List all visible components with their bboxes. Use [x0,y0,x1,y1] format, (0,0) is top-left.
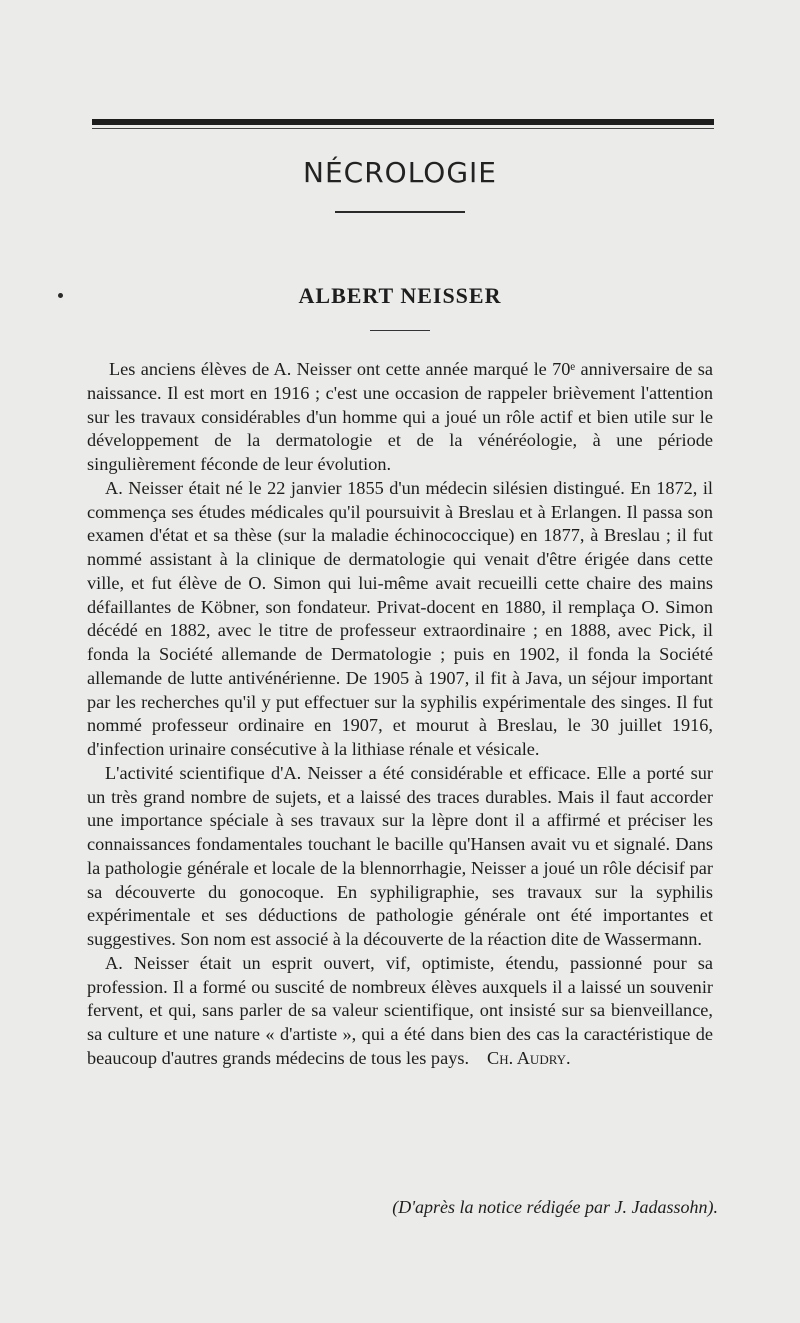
source-note: (D'après la notice rédigée par J. Jadassohn). [392,1197,718,1217]
author-signature: Ch. Audry. [487,1047,571,1068]
article-title: ALBERT NEISSER [298,283,502,308]
article-body [87,358,713,1071]
header-thick-rule [92,119,714,125]
paragraph-3: L'activité scientifique d'A. Neisser a été considérable et efficace. Elle a porté sur un très grand nombre de sujets, et a laissé des traces durables. Mais il faut accorder une importance spéciale à ses travaux sur la lèpre dont il a affirmé et préciser les connaissances fondamentales touchant le bacille qu'Hansen avait vu et signalé. Dans la pathologie générale et locale de la blennorrhagie, Neisser a joué un rôle décisif par sa découverte du gonocoque. En syphiligraphie, ses travaux sur la syphilis expérimentale et ses déductions de pathologie générale ont été importantes et suggestives. Son nom est associé à la découverte de la réaction dite de Wassermann. [87,762,713,949]
paragraph-1: Les anciens élèves de A. Neisser ont cette année marqué le 70ᵉ anniversaire de sa naissance. Il est mort en 1916 ; c'est une occasion de rappeler brièvement l'attention sur les travaux considérables d'un homme qui a joué un rôle actif et bien utile sur le développement de la dermatologie et de la vénéréologie, à une période singulièrement féconde de leur évolution. [87,359,713,474]
article-title-rule [370,330,430,331]
paragraph-4-text: A. Neisser était un esprit ouvert, vif, optimiste, étendu, passionné pour sa profession. Il a formé ou suscité de nombreux élèves auxquels il a laissé un souvenir fervent, et qui, sans parler de sa valeur scientifique, ont insisté sur sa bienveillance, sa culture et une nature « d'artiste », qui a été dans bien des cas la caractéristique de beaucoup d'autres grands médecins de tous les pays. [87,952,713,1068]
header-thin-rule [92,128,714,129]
section-title: NÉCROLOGIE [303,156,497,189]
section-title-rule [335,211,465,213]
paragraph-4 [87,952,713,1071]
paragraph-2: A. Neisser était né le 22 janvier 1855 d'un médecin silésien distingué. En 1872, il commença ses études médicales qu'il poursuivit à Breslau et à Erlangen. Il passa son examen d'état et sa thèse (sur la maladie échinococcique) en 1877, à Breslau ; il fut nommé assistant à la clinique de dermatologie qui venait d'être érigée dans cette ville, et fut élève de O. Simon qui lui-même avait recueilli cette chaire des mains défaillantes de Köbner, son fondateur. Privat-docent en 1880, il remplaça O. Simon décédé en 1882, avec le titre de professeur extraordinaire ; en 1888, avec Pick, il fonda la Société allemande de Dermatologie ; puis en 1902, il fonda la Société allemande de lutte antivénérienne. De 1905 à 1907, il fit à Java, un séjour important par les recherches qu'il y put effectuer sur la syphilis expérimentale des singes. Il fut nommé professeur ordinaire en 1907, et mourut à Breslau, le 30 juillet 1916, d'infection urinaire consécutive à la lithiase rénale et vésicale. [87,477,713,759]
